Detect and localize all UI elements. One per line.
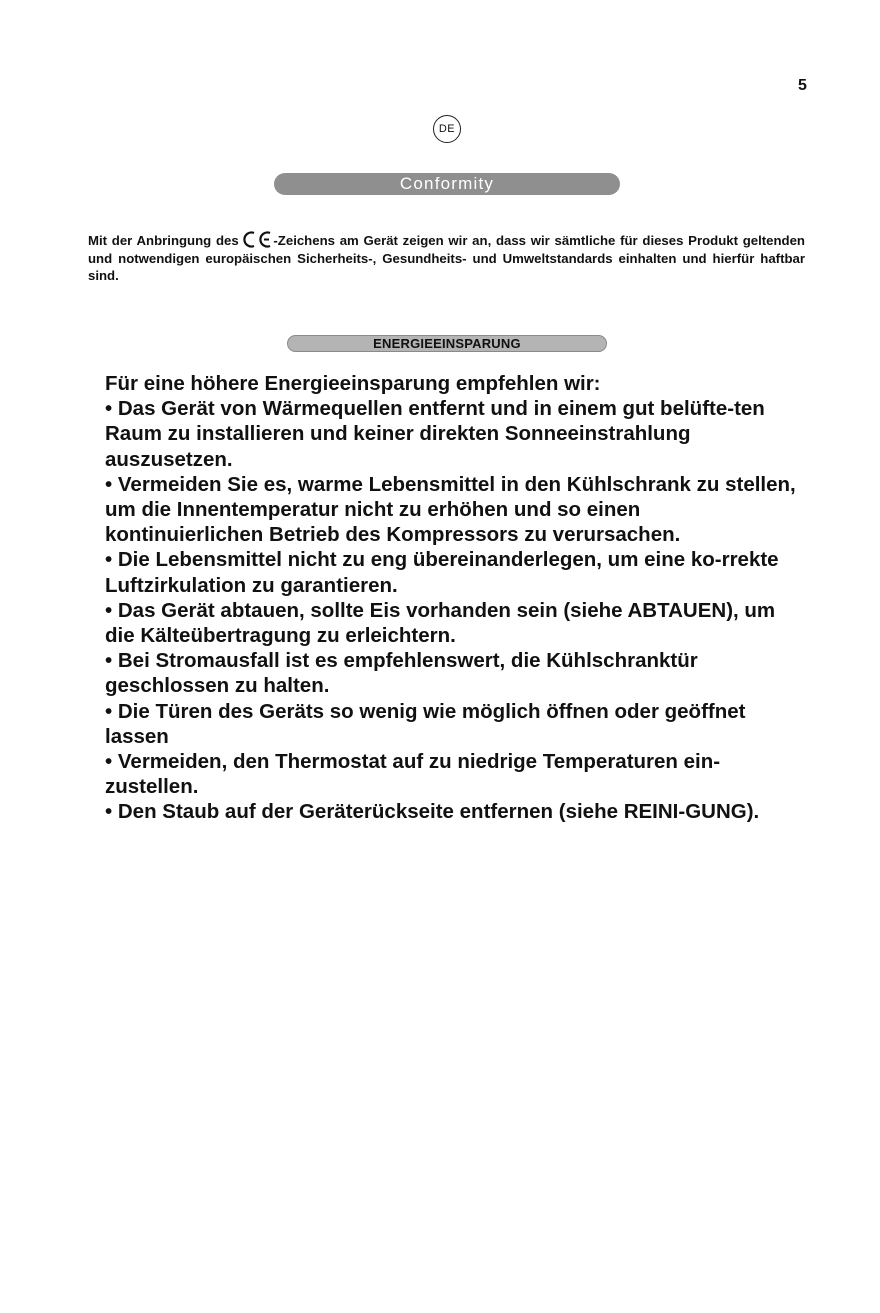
ce-mark-icon	[243, 231, 273, 248]
language-badge	[433, 115, 461, 143]
conformity-text-after: -Zeichens am Gerät zeigen wir an, dass wir sämtliche für dieses Produkt geltenden und notwendigen europäischen Sicherheits-, Gesundheits- und Umweltstandards einhalten und hierfür haftbar sind.	[88, 233, 805, 283]
page-number: 5	[798, 77, 807, 94]
conformity-paragraph	[88, 231, 805, 285]
energy-tip: • Den Staub auf der Geräterückseite entfernen (siehe REINI-GUNG).	[105, 800, 760, 824]
conformity-heading: Conformity	[399, 174, 495, 193]
energy-tip: • Das Gerät von Wärmequellen entfernt und in einem gut belüfte-ten Raum zu installieren und keiner direkten Sonneeinstrahlung auszusetzen.	[105, 397, 765, 471]
energy-tip: • Vermeiden, den Thermostat auf zu niedrige Temperaturen ein-zustellen.	[105, 750, 721, 799]
energy-tip: • Die Lebensmittel nicht zu eng übereinanderlegen, um eine ko-rrekte Luftzirkulation zu garantieren.	[105, 548, 779, 597]
language-badge-label: DE	[438, 123, 456, 135]
energy-intro: Für eine höhere Energieeinsparung empfehlen wir:	[105, 372, 601, 395]
energy-tip: • Bei Stromausfall ist es empfehlenswert, die Kühlschranktür geschlossen zu halten.	[105, 649, 698, 698]
conformity-heading-bar	[274, 173, 620, 195]
energy-tip: • Die Türen des Geräts so wenig wie möglich öffnen oder geöffnet lassen	[105, 699, 746, 748]
conformity-text-before: Mit der Anbringung des	[88, 233, 244, 248]
energy-heading-bar	[287, 335, 607, 352]
energy-tips	[105, 371, 800, 825]
energy-tip: • Vermeiden Sie es, warme Lebensmittel in den Kühlschrank zu stellen, um die Innentemperatur nicht zu erhöhen und so einen kontinuierlichen Betrieb des Kompressors zu verursachen.	[105, 472, 796, 547]
energy-heading: ENERGIEEINSPARUNG	[373, 336, 521, 351]
energy-tip: • Das Gerät abtauen, sollte Eis vorhanden sein (siehe ABTAUEN), um die Kälteübertragung zu erleichtern.	[105, 598, 776, 648]
